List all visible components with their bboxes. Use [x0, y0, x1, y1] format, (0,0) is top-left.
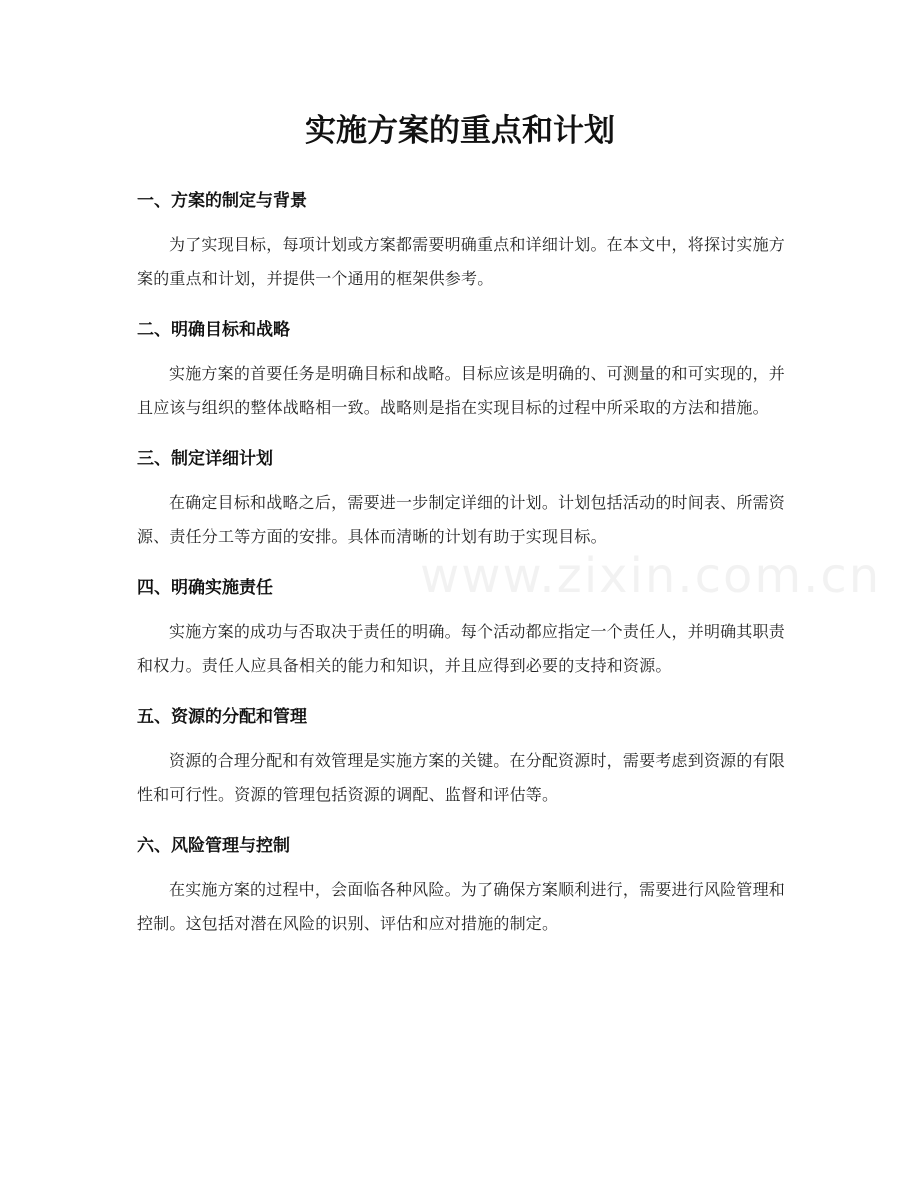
- section-heading: 一、方案的制定与背景: [137, 191, 307, 211]
- section-heading: 四、明确实施责任: [137, 578, 273, 598]
- section-4: [137, 569, 785, 683]
- section-2: [137, 311, 785, 425]
- section-heading: 三、制定详细计划: [137, 449, 273, 469]
- document-content: [137, 182, 785, 956]
- section-heading: 二、明确目标和战略: [137, 320, 290, 340]
- section-heading: 五、资源的分配和管理: [137, 707, 307, 727]
- section-heading: 六、风险管理与控制: [137, 836, 290, 856]
- section-paragraph: 实施方案的成功与否取决于责任的明确。每个活动都应指定一个责任人，并明确其职责和权力。责任人应具备相关的能力和知识，并且应得到必要的支持和资源。: [137, 622, 785, 675]
- section-1: [137, 182, 785, 296]
- section-6: [137, 827, 785, 941]
- section-paragraph: 在实施方案的过程中，会面临各种风险。为了确保方案顺利进行，需要进行风险管理和控制。这包括对潜在风险的识别、评估和应对措施的制定。: [137, 880, 785, 933]
- document-title: 实施方案的重点和计划: [305, 113, 615, 149]
- section-paragraph: 资源的合理分配和有效管理是实施方案的关键。在分配资源时，需要考虑到资源的有限性和可行性。资源的管理包括资源的调配、监督和评估等。: [137, 751, 785, 804]
- section-paragraph: 在确定目标和战略之后，需要进一步制定详细的计划。计划包括活动的时间表、所需资源、责任分工等方面的安排。具体而清晰的计划有助于实现目标。: [137, 493, 785, 546]
- section-5: [137, 698, 785, 812]
- section-paragraph: 为了实现目标，每项计划或方案都需要明确重点和详细计划。在本文中，将探讨实施方案的重点和计划，并提供一个通用的框架供参考。: [137, 235, 785, 288]
- watermark: www.zixin.com.cn: [420, 548, 882, 604]
- section-3: [137, 440, 785, 554]
- section-paragraph: 实施方案的首要任务是明确目标和战略。目标应该是明确的、可测量的和可实现的，并且应该与组织的整体战略相一致。战略则是指在实现目标的过程中所采取的方法和措施。: [137, 364, 785, 417]
